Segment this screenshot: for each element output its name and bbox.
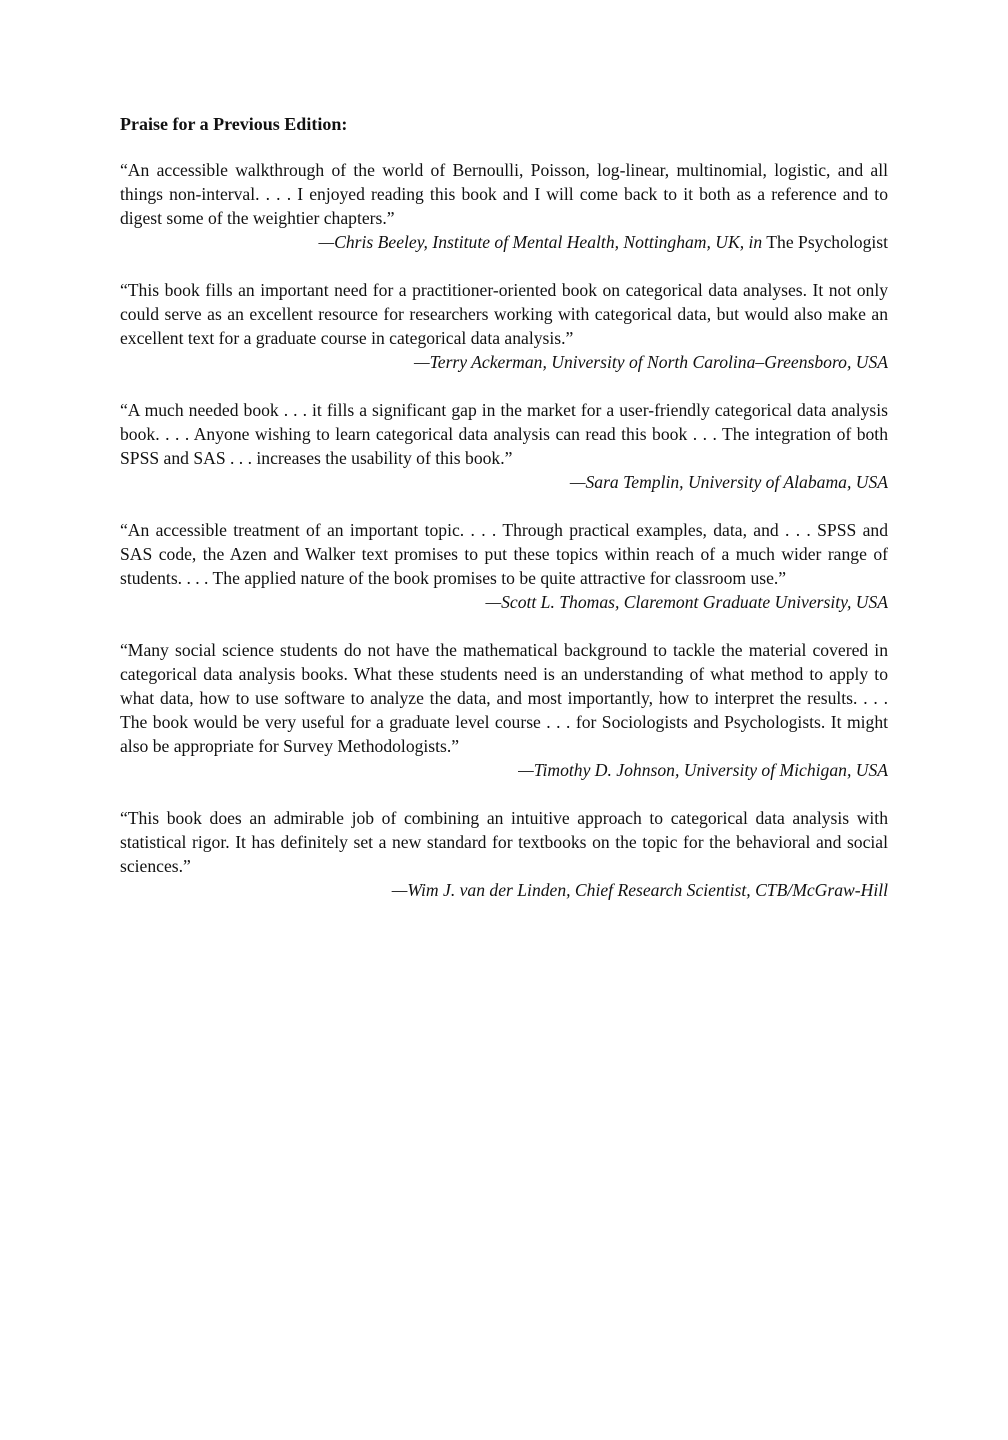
review-6 bbox=[120, 806, 888, 902]
praise-page bbox=[120, 112, 888, 926]
review-4 bbox=[120, 518, 888, 614]
attribution-text: —Scott L. Thomas, Claremont Graduate University, USA bbox=[485, 592, 888, 612]
review-attribution bbox=[120, 758, 888, 782]
review-attribution bbox=[120, 470, 888, 494]
review-attribution bbox=[120, 590, 888, 614]
review-attribution bbox=[120, 350, 888, 374]
review-quote: “Many social science students do not have the mathematical background to tackle the material covered in categorical data analysis books. What these students need is an understanding of what method to apply to what data, how to use software to analyze the data, and most importantly, how to interpret the results. . . . The book would be very useful for a graduate level course . . . for Sociologists and Psychologists. It might also be appropriate for Survey Methodologists.” bbox=[120, 640, 888, 756]
review-1 bbox=[120, 158, 888, 254]
review-quote: “A much needed book . . . it fills a significant gap in the market for a user-friendly categorical data analysis book. . . . Anyone wishing to learn categorical data analysis can read this book . . . The integration of both SPSS and SAS . . . increases the usability of this book.” bbox=[120, 400, 888, 468]
review-quote: “This book does an admirable job of combining an intuitive approach to categorical data analysis with statistical rigor. It has definitely set a new standard for textbooks on the topic for the behavioral and social sciences.” bbox=[120, 808, 888, 876]
publication-title: The Psychologist bbox=[762, 232, 888, 252]
review-attribution bbox=[120, 878, 888, 902]
attribution-text: —Timothy D. Johnson, University of Michigan, USA bbox=[518, 760, 888, 780]
attribution-text: —Terry Ackerman, University of North Carolina–Greensboro, USA bbox=[413, 352, 888, 372]
attribution-text: —Sara Templin, University of Alabama, USA bbox=[569, 472, 888, 492]
review-5 bbox=[120, 638, 888, 782]
review-2 bbox=[120, 278, 888, 374]
attribution-text: —Wim J. van der Linden, Chief Research Scientist, CTB/McGraw-Hill bbox=[391, 880, 888, 900]
review-attribution bbox=[120, 230, 888, 254]
review-quote: “An accessible walkthrough of the world of Bernoulli, Poisson, log-linear, multinomial, logistic, and all things non-interval. . . . I enjoyed reading this book and I will come back to it both as a reference and to digest some of the weightier chapters.” bbox=[120, 160, 888, 228]
review-3 bbox=[120, 398, 888, 494]
review-quote: “This book fills an important need for a practitioner-oriented book on categorical data analyses. It not only could serve as an excellent resource for researchers working with categorical data, but would also make an excellent text for a graduate course in categorical data analysis.” bbox=[120, 280, 888, 348]
review-quote: “An accessible treatment of an important topic. . . . Through practical examples, data, and . . . SPSS and SAS code, the Azen and Walker text promises to put these topics within reach of a much wider range of students. . . . The applied nature of the book promises to be quite attractive for classroom use.” bbox=[120, 520, 888, 588]
attribution-text: —Chris Beeley, Institute of Mental Health, Nottingham, UK, in bbox=[318, 232, 763, 252]
page-heading: Praise for a Previous Edition: bbox=[120, 114, 348, 134]
